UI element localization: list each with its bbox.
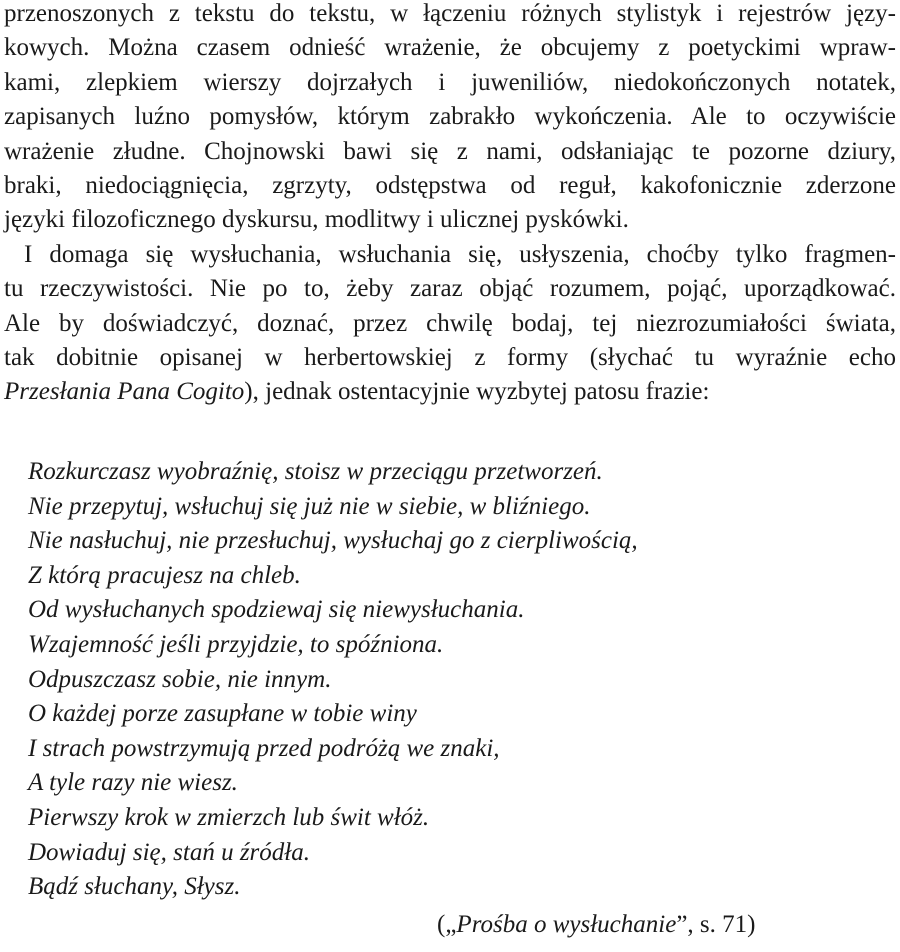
poem-verse: Pierwszy krok w zmierzch lub świt włóż. [28,803,430,831]
prose-line: I domaga się wysłuchania, wsłuchania się, usłyszenia, choćby tylko fragmen- [24,240,896,268]
prose-line: braki, niedociągnięcia, zgrzyty, odstępstwa od reguł, kakofonicznie zderzone [4,171,896,199]
poem-verse: I strach powstrzymują przed podróżą we znaki, [28,734,500,762]
prose-line: tu rzeczywistości. Nie po to, żeby zaraz objąć rozumem, pojąć, uporządkować. [4,275,896,303]
prose-line: kami, zlepkiem wierszy dojrzałych i juweniliów, niedokończonych notatek, [4,68,896,96]
poem-citation [437,908,755,942]
poem-verse: A tyle razy nie wiesz. [28,769,238,797]
poem-verse: Nie nasłuchuj, nie przesłuchuj, wysłuchaj go z cierpliwością, [28,527,638,555]
book-title-reference: Przesłania Pana Cogito [4,378,245,406]
prose-line: Ale by doświadczyć, doznać, przez chwilę bodaj, tej niezrozumiałości świata, [4,309,896,337]
prose-line: zapisanych luźno pomysłów, którym zabrakło wykończenia. Ale to oczywiście [4,103,896,131]
poem-verse: O każdej porze zasupłane w tobie winy [28,700,417,728]
poem-verse: Odpuszczasz sobie, nie innym. [28,665,332,693]
prose-line: przenoszonych z tekstu do tekstu, w łączeniu różnych stylistyk i rejestrów języ- [4,0,896,27]
citation-title: Prośba o wysłuchanie [456,911,677,938]
poem-quote [28,455,638,905]
prose-line: kowych. Można czasem odnieść wrażenie, że obcujemy z poetyckimi wpraw- [4,34,896,62]
poem-verse: Bądź słuchany, Słysz. [28,873,241,901]
poem-verse: Od wysłuchanych spodziewaj się niewysłuchania. [28,596,525,624]
poem-verse: Z którą pracujesz na chleb. [28,561,301,589]
citation-open: („ [437,911,457,938]
citation-close: ”, s. 71) [676,911,756,938]
poem-verse: Rozkurczasz wyobraźnię, stoisz w przeciągu przetworzeń. [28,458,603,485]
prose-line-final-rest: ), jednak ostentacyjnie wyzbytej patosu frazie: [244,378,710,406]
prose-line: języki filozoficznego dyskursu, modlitwy i ulicznej pyskówki. [4,206,629,234]
prose-line: tak dobitnie opisanej w herbertowskiej z formy (słychać tu wyraźnie echo [4,343,896,371]
document-page [4,0,896,410]
prose-line-final [4,375,896,409]
poem-verse: Dowiaduj się, stań u źródła. [28,838,310,866]
prose-body [4,0,896,410]
poem-verse: Nie przepytuj, wsłuchuj się już nie w siebie, w bliźniego. [28,492,591,520]
prose-line: wrażenie złudne. Chojnowski bawi się z nami, odsłaniając te pozorne dziury, [4,137,896,165]
poem-verse: Wzajemność jeśli przyjdzie, to spóźniona. [28,630,444,658]
